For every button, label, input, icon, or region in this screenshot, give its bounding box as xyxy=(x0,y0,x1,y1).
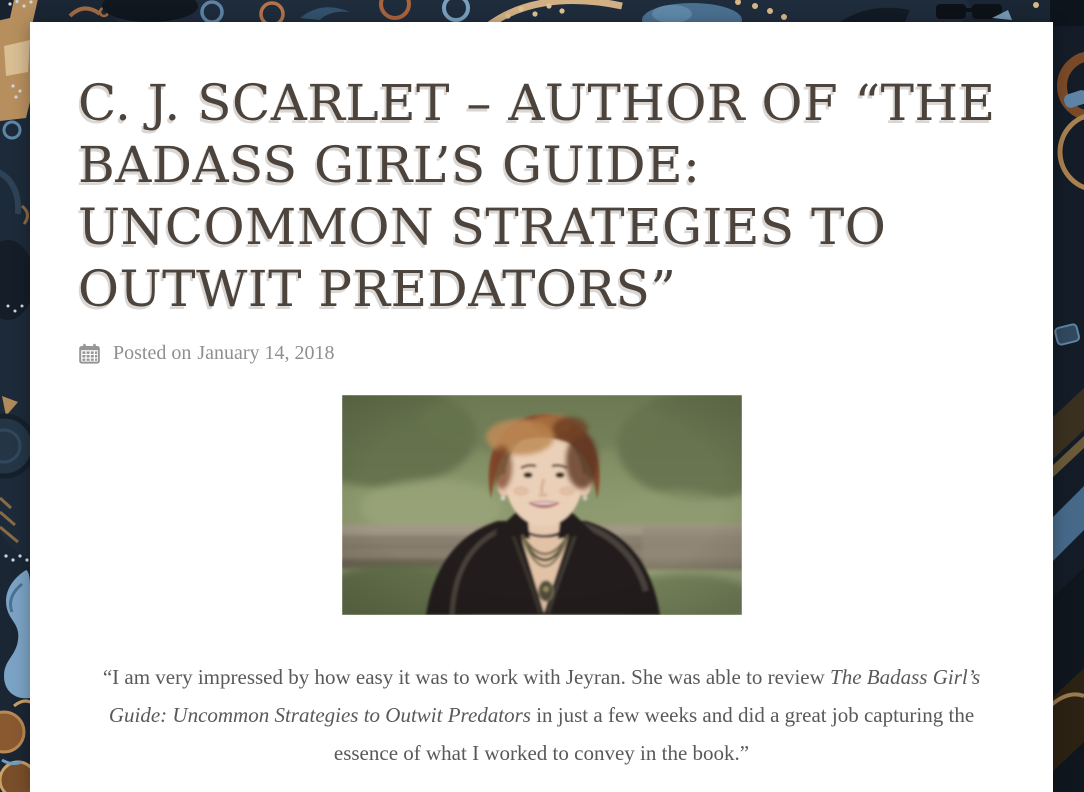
post-date-link[interactable]: January 14, 2018 xyxy=(197,342,335,364)
author-photo-illustration xyxy=(342,395,742,615)
posted-on-label: Posted on xyxy=(113,342,192,364)
blog-post xyxy=(30,22,1053,772)
calendar-icon xyxy=(78,343,101,365)
testimonial-quote: “I am very impressed by how easy it was to work with Jeyran. She was able to review The Badass Girl’s Guide: Uncommon Strategies to Outwit Predators in just a few weeks and did a great job capturing the essence of what I worked to convey in the book.” xyxy=(102,665,981,765)
author-photo xyxy=(342,395,742,615)
post-meta xyxy=(78,342,1005,365)
post-title: C. J. SCARLET – AUTHOR OF “THE BADASS GIRL’S GUIDE: UNCOMMON STRATEGIES TO OUTWIT PREDATORS” xyxy=(78,74,996,318)
post-card xyxy=(30,22,1053,792)
